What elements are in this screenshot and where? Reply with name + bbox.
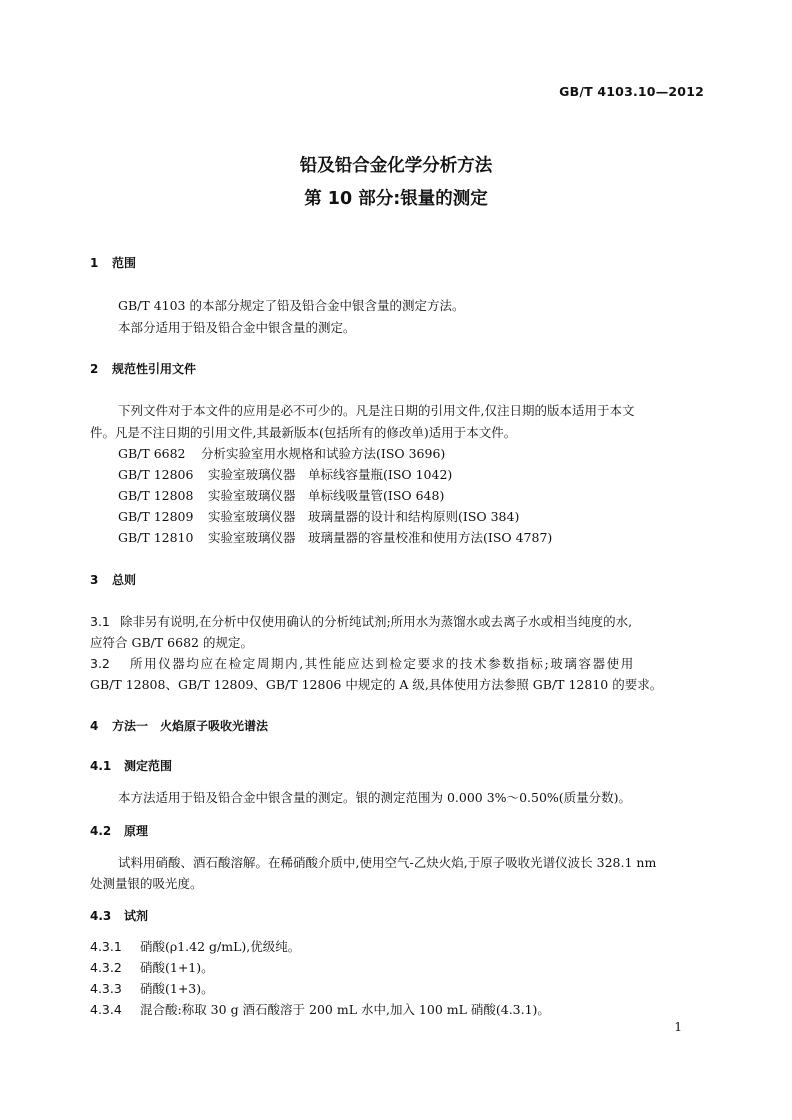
section-number: 2 xyxy=(90,362,99,376)
reagent-item xyxy=(90,979,214,997)
subsection-title: 试剂 xyxy=(124,909,149,923)
document-title: 铅及铅合金化学分析方法 xyxy=(299,156,493,176)
document-subtitle: 第 10 部分:银量的测定 xyxy=(304,189,488,209)
clause-number: 3.2 xyxy=(90,656,110,671)
reference-title: 实验室玻璃仪器 玻璃量器的设计和结构原则(ISO 384) xyxy=(208,509,520,524)
subsection-4-1-heading xyxy=(90,757,172,774)
reference-code: GB/T 12810 xyxy=(118,530,194,545)
paragraph: 本方法适用于铅及铅合金中银含量的测定。银的测定范围为 0.000 3%～0.50%(质量分数)。 xyxy=(118,790,632,805)
section-title: 方法一 火焰原子吸收光谱法 xyxy=(112,719,269,733)
reference-code: GB/T 12808 xyxy=(118,488,194,503)
paragraph: 处测量银的吸光度。 xyxy=(90,876,203,891)
section-title: 范围 xyxy=(112,256,137,270)
reagent-item xyxy=(90,958,214,976)
section-number: 1 xyxy=(90,256,99,270)
item-number: 4.3.1 xyxy=(90,939,122,954)
subsection-title: 原理 xyxy=(124,824,149,838)
section-1-heading xyxy=(90,254,136,271)
subsection-number: 4.3 xyxy=(90,909,112,923)
clause-3-2-continued: GB/T 12808、GB/T 12809、GB/T 12806 中规定的 A 级,具体使用方法参照 GB/T 12810 的要求。 xyxy=(90,677,663,692)
subsection-number: 4.1 xyxy=(90,759,112,773)
reference-item xyxy=(118,528,552,546)
reference-title: 分析实验室用水规格和试验方法(ISO 3696) xyxy=(201,446,446,461)
section-4-heading xyxy=(90,717,268,734)
clause-text: 除非另有说明,在分析中仅使用确认的分析纯试剂;所用水为蒸馏水或去离子水或相当纯度的水, xyxy=(120,614,633,629)
reference-code: GB/T 6682 xyxy=(118,446,186,461)
item-number: 4.3.3 xyxy=(90,981,122,996)
paragraph: 下列文件对于本文件的应用是必不可少的。凡是注日期的引用文件,仅注日期的版本适用于本文 xyxy=(118,403,635,418)
section-2-heading xyxy=(90,360,196,377)
reagent-item xyxy=(90,1000,550,1018)
clause-text: 所用仪器均应在检定周期内,其性能应达到检定要求的技术参数指标;玻璃容器使用 xyxy=(130,656,635,671)
paragraph: 件。凡是不注日期的引用文件,其最新版本(包括所有的修改单)适用于本文件。 xyxy=(90,425,517,440)
clause-3-2 xyxy=(90,654,635,672)
paragraph: 本部分适用于铅及铅合金中银含量的测定。 xyxy=(118,320,356,335)
section-title: 总则 xyxy=(112,573,137,587)
reference-code: GB/T 12806 xyxy=(118,467,194,482)
clause-3-1 xyxy=(90,612,632,630)
reference-title: 实验室玻璃仪器 玻璃量器的容量校准和使用方法(ISO 4787) xyxy=(208,530,553,545)
item-text: 硝酸(ρ1.42 g/mL),优级纯。 xyxy=(140,939,301,954)
item-text: 硝酸(1+1)。 xyxy=(140,960,214,975)
section-title: 规范性引用文件 xyxy=(112,362,197,376)
page-number: 1 xyxy=(674,1020,682,1034)
reference-item xyxy=(118,486,444,504)
reference-item xyxy=(118,507,519,525)
item-text: 混合酸:称取 30 g 酒石酸溶于 200 mL 水中,加入 100 mL 硝酸(4.3.1)。 xyxy=(140,1002,550,1017)
reference-item xyxy=(118,444,445,462)
clause-3-1-continued: 应符合 GB/T 6682 的规定。 xyxy=(90,635,253,650)
standard-number: GB/T 4103.10—2012 xyxy=(559,84,704,99)
subsection-4-3-heading xyxy=(90,907,148,924)
item-text: 硝酸(1+3)。 xyxy=(140,981,214,996)
reagent-item xyxy=(90,937,300,955)
item-number: 4.3.2 xyxy=(90,960,122,975)
section-number: 3 xyxy=(90,573,99,587)
section-number: 4 xyxy=(90,719,99,733)
subsection-4-2-heading xyxy=(90,822,148,839)
subsection-number: 4.2 xyxy=(90,824,112,838)
item-number: 4.3.4 xyxy=(90,1002,122,1017)
section-3-heading xyxy=(90,571,136,588)
reference-title: 实验室玻璃仪器 单标线容量瓶(ISO 1042) xyxy=(208,467,453,482)
reference-item xyxy=(118,465,452,483)
paragraph: GB/T 4103 的本部分规定了铅及铅合金中银含量的测定方法。 xyxy=(118,298,465,313)
subsection-title: 测定范围 xyxy=(124,759,173,773)
paragraph: 试料用硝酸、酒石酸溶解。在稀硝酸介质中,使用空气-乙炔火焰,于原子吸收光谱仪波长 328.1 nm xyxy=(118,855,657,870)
reference-code: GB/T 12809 xyxy=(118,509,194,524)
clause-number: 3.1 xyxy=(90,614,110,629)
reference-title: 实验室玻璃仪器 单标线吸量管(ISO 648) xyxy=(208,488,445,503)
